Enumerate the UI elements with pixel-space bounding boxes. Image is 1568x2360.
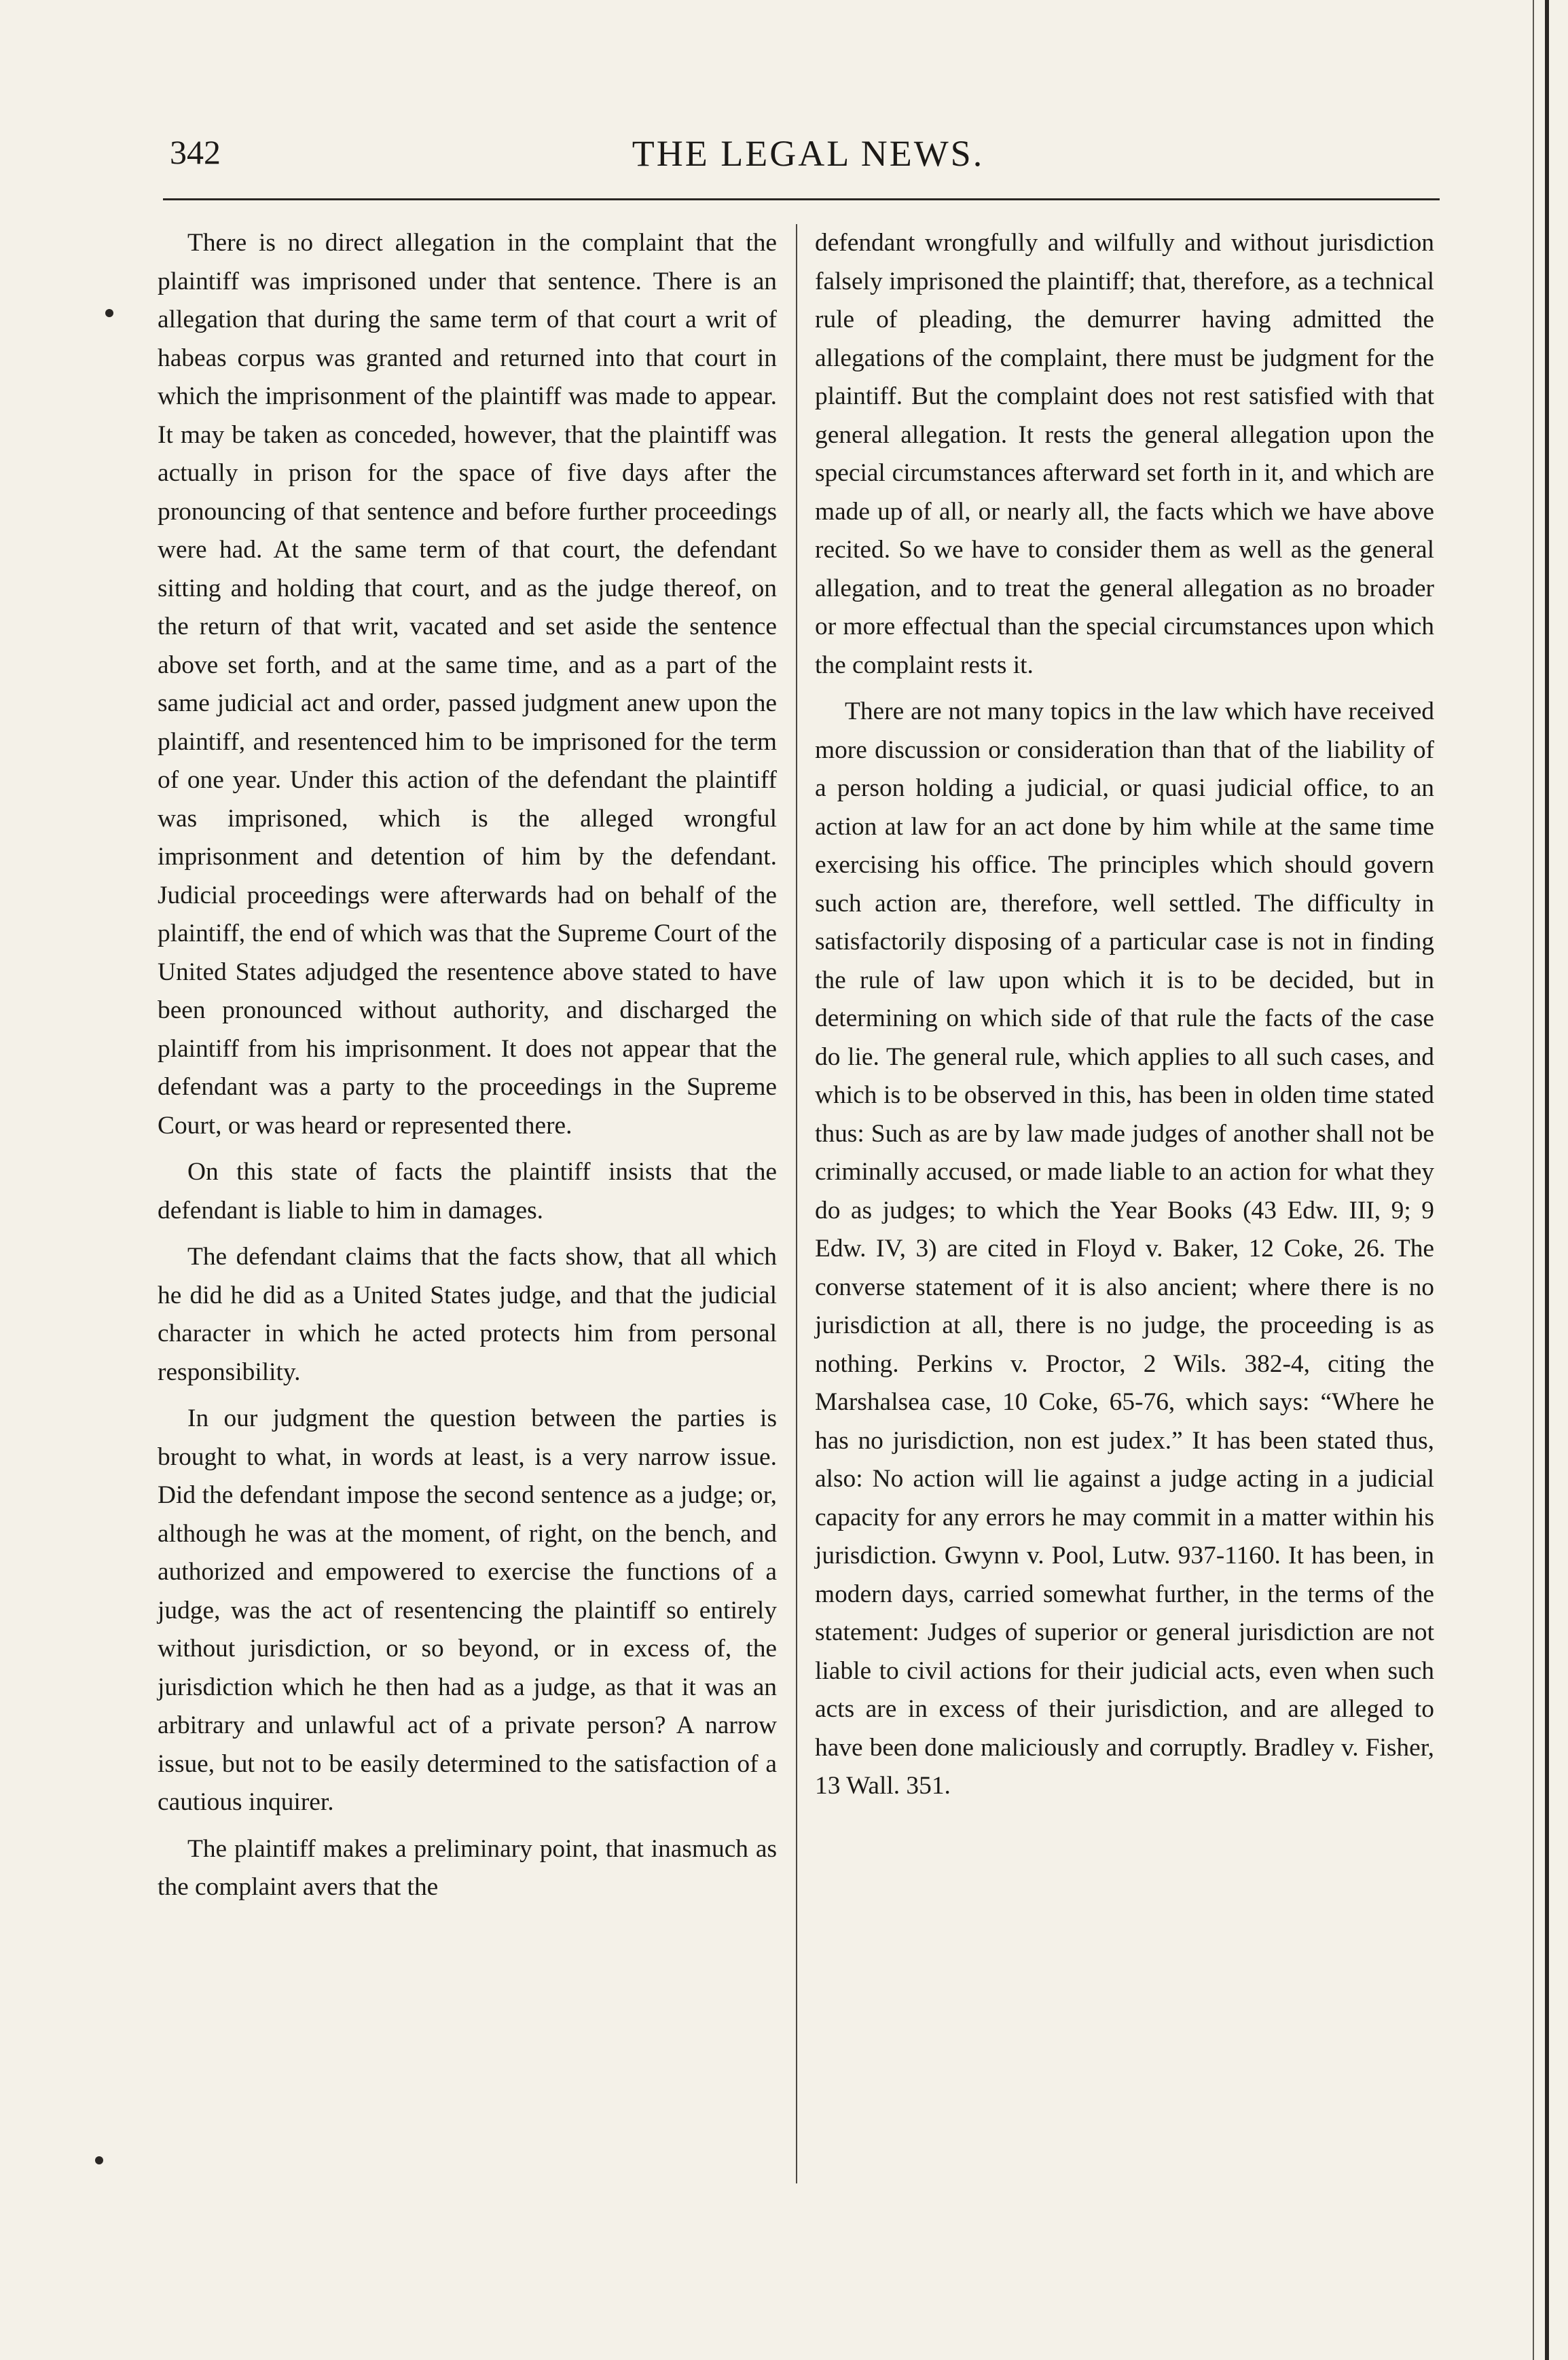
header-rule [163,198,1440,200]
paragraph: There are not many topics in the law which have received more discussion or consideration than that of the liability of a person holding a judicial, or quasi judicial office, to an action at law for an act done by him while at the same time exercising his office. The principles which should govern such action are, therefore, well settled. The difficulty in satisfactorily disposing of a particular case is not in finding the rule of law upon which it is to be decided, but in determining on which side of that rule the facts of the case do lie. The general rule, which applies to all such cases, and which is to be observed in this, has been in olden time stated thus: Such as are by law made judges of another shall not be criminally accused, or made liable to an action for what they do as judges; to which the Year Books (43 Edw. III, 9; 9 Edw. IV, 3) are cited in Floyd v. Baker, 12 Coke, 26. The converse statement of it is also ancient; where there is no jurisdiction at all, there is no judge, the proceeding is as nothing. Perkins v. Proctor, 2 Wils. 382-4, citing the Marshalsea case, 10 Coke, 65-76, which says: “Where he has no jurisdiction, non est judex.” It has been stated thus, also: No action will lie against a judge acting in a judicial capacity for any errors he may commit in a matter within his jurisdiction. Gwynn v. Pool, Lutw. 937-1160. It has been, in modern days, carried somewhat further, in the terms of the statement: Judges of superior or general jurisdiction are not liable to civil actions for their judicial acts, even when such acts are in excess of their jurisdiction, and are alleged to have been done maliciously and corruptly. Bradley v. Fisher, 13 Wall. 351. [815,697,1434,1800]
page-edge-line [1533,0,1534,2360]
binding-edge [1545,0,1549,2360]
print-speck [105,309,113,317]
paragraph: On this state of facts the plaintiff insists that the defendant is liable to him in damages. [158,1158,777,1224]
paragraph: In our judgment the question between the parties is brought to what, in words at least, is a very narrow issue. Did the defendant impose the second sentence as a judge; or, although he was at the moment, of right, on the bench, and authorized and empowered to exercise the functions of a judge, was the act of resentencing the plaintiff so entirely without jurisdiction, or so beyond, or in excess of, the jurisdiction which he then had as a judge, as that it was an arbitrary and unlawful act of a private person? A narrow issue, but not to be easily determined to the satisfaction of a cautious inquirer. [158,1404,777,1816]
column-divider [796,224,797,2183]
left-column [158,224,777,1915]
paragraph: There is no direct allegation in the complaint that the plaintiff was imprisoned under that sentence. There is an allegation that during the same term of that court a writ of habeas corpus was granted and returned into that court in which the imprisonment of the plaintiff was made to appear. It may be taken as conceded, however, that the plaintiff was actually in prison for the space of five days after the pronouncing of that sentence and before further proceedings were had. At the same term of that court, the defendant sitting and holding that court, and as the judge thereof, on the return of that writ, vacated and set aside the sentence above set forth, and at the same time, and as a part of the same judicial act and order, passed judgment anew upon the plaintiff, and resentenced him to be imprisoned for the term of one year. Under this action of the defendant the plaintiff was imprisoned, which is the alleged wrongful imprisonment and detention of him by the defendant. Judicial proceedings were afterwards had on behalf of the plaintiff, the end of which was that the Supreme Court of the United States adjudged the resentence above stated to have been pronounced without authority, and discharged the plaintiff from his imprisonment. It does not appear that the defendant was a party to the proceedings in the Supreme Court, or was heard or represented there. [158,229,777,1140]
page-header [170,132,1446,187]
page-title: THE LEGAL NEWS. [632,133,985,174]
right-column [815,224,1434,1814]
paragraph: The plaintiff makes a preliminary point, that inasmuch as the complaint avers that the [158,1834,777,1901]
page-number: 342 [170,133,221,171]
paragraph: defendant wrongfully and wilfully and without jurisdiction falsely imprisoned the plaintiff; that, therefore, as a technical rule of pleading, the demurrer having admitted the allegations of the complaint, there must be judgment for the plaintiff. But the complaint does not rest satisfied with that general allegation. It rests the general allegation upon the special circumstances afterward set forth in it, and which are made up of all, or nearly all, the facts which we have above recited. So we have to consider them as well as the general allegation, and to treat the general allegation as no broader or more effectual than the special circumstances upon which the complaint rests it. [815,229,1434,679]
paragraph: The defendant claims that the facts show, that all which he did he did as a United States judge, and that the judicial character in which he acted protects him from personal responsibility. [158,1243,777,1386]
print-speck [95,2156,103,2164]
